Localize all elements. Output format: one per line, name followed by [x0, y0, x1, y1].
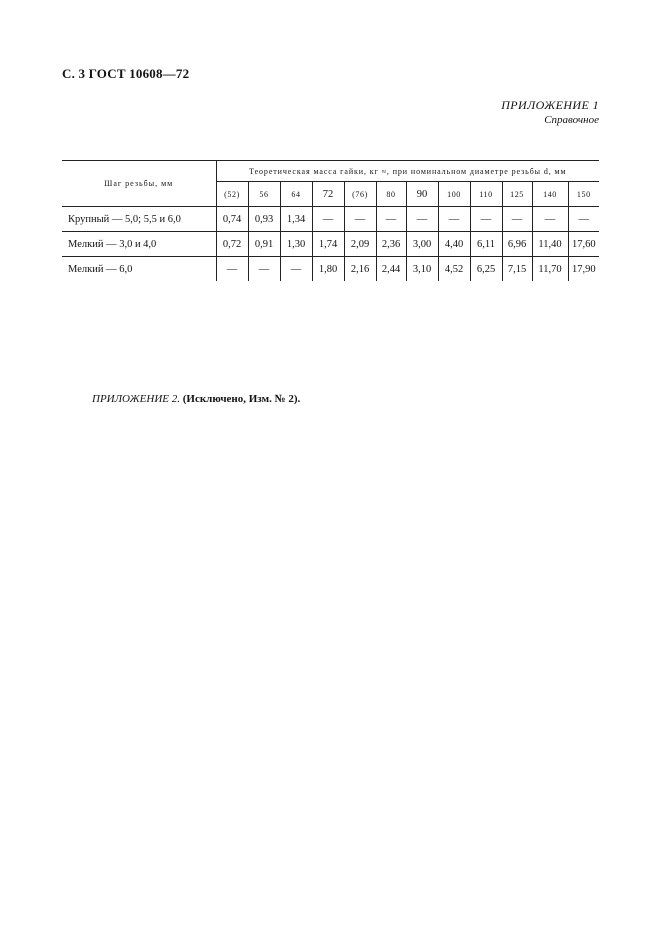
row-label: Мелкий — 3,0 и 4,0: [62, 232, 216, 257]
mass-value-cell: —: [502, 207, 532, 232]
row-label: Крупный — 5,0; 5,5 и 6,0: [62, 207, 216, 232]
mass-value-cell: —: [280, 257, 312, 282]
table-row: [62, 207, 599, 232]
mass-value-cell: 0,74: [216, 207, 248, 232]
diameter-header: (76): [344, 182, 376, 207]
diameter-header: 100: [438, 182, 470, 207]
mass-value-cell: —: [216, 257, 248, 282]
appendix-2-note: [92, 393, 300, 405]
mass-value-cell: 17,60: [568, 232, 599, 257]
mass-value-cell: 2,44: [376, 257, 406, 282]
diameter-header: 125: [502, 182, 532, 207]
mass-value-cell: 2,16: [344, 257, 376, 282]
mass-value-cell: 3,00: [406, 232, 438, 257]
appendix-2-title: ПРИЛОЖЕНИЕ 2.: [92, 393, 180, 405]
mass-value-cell: 2,36: [376, 232, 406, 257]
mass-value-cell: 1,30: [280, 232, 312, 257]
diameter-header: 140: [532, 182, 568, 207]
mass-value-cell: 11,40: [532, 232, 568, 257]
mass-value-cell: 1,74: [312, 232, 344, 257]
diameter-header: 80: [376, 182, 406, 207]
mass-value-cell: 2,09: [344, 232, 376, 257]
mass-value-cell: 1,80: [312, 257, 344, 282]
diameter-header: 72: [312, 182, 344, 207]
appendix-1-title: ПРИЛОЖЕНИЕ 1: [501, 98, 599, 112]
mass-value-cell: 6,25: [470, 257, 502, 282]
diameter-header: 64: [280, 182, 312, 207]
mass-value-cell: —: [406, 207, 438, 232]
mass-value-cell: 0,93: [248, 207, 280, 232]
mass-value-cell: 4,40: [438, 232, 470, 257]
diameter-header: 110: [470, 182, 502, 207]
mass-value-cell: 7,15: [502, 257, 532, 282]
mass-value-cell: —: [470, 207, 502, 232]
mass-value-cell: 17,90: [568, 257, 599, 282]
mass-value-cell: —: [376, 207, 406, 232]
mass-value-cell: —: [312, 207, 344, 232]
thread-pitch-header: Шаг резьбы, мм: [62, 161, 216, 207]
mass-value-cell: 0,72: [216, 232, 248, 257]
mass-value-cell: —: [568, 207, 599, 232]
mass-value-cell: 6,96: [502, 232, 532, 257]
mass-value-cell: 3,10: [406, 257, 438, 282]
mass-value-cell: 1,34: [280, 207, 312, 232]
appendix-1-subtitle: Справочное: [544, 114, 599, 126]
mass-value-cell: 4,52: [438, 257, 470, 282]
mass-value-cell: —: [532, 207, 568, 232]
mass-value-cell: 0,91: [248, 232, 280, 257]
page-header: С. 3 ГОСТ 10608—72: [62, 66, 190, 81]
mass-value-cell: —: [438, 207, 470, 232]
diameter-header: 56: [248, 182, 280, 207]
diameter-header: 150: [568, 182, 599, 207]
mass-value-cell: 6,11: [470, 232, 502, 257]
row-label: Мелкий — 6,0: [68, 263, 133, 275]
mass-value-cell: —: [248, 257, 280, 282]
mass-value-cell: 11,70: [532, 257, 568, 282]
diameter-header: (52): [216, 182, 248, 207]
table-row: [62, 257, 599, 282]
mass-group-header: Теоретическая масса гайки, кг ≈, при номинальном диаметре резьбы d, мм: [216, 161, 599, 182]
mass-value-cell: —: [344, 207, 376, 232]
diameter-header: 90: [406, 182, 438, 207]
appendix-1-block: [501, 98, 599, 126]
nut-mass-table: [62, 160, 599, 281]
appendix-2-status: (Исключено, Изм. № 2).: [182, 393, 301, 405]
table-row: [62, 232, 599, 257]
